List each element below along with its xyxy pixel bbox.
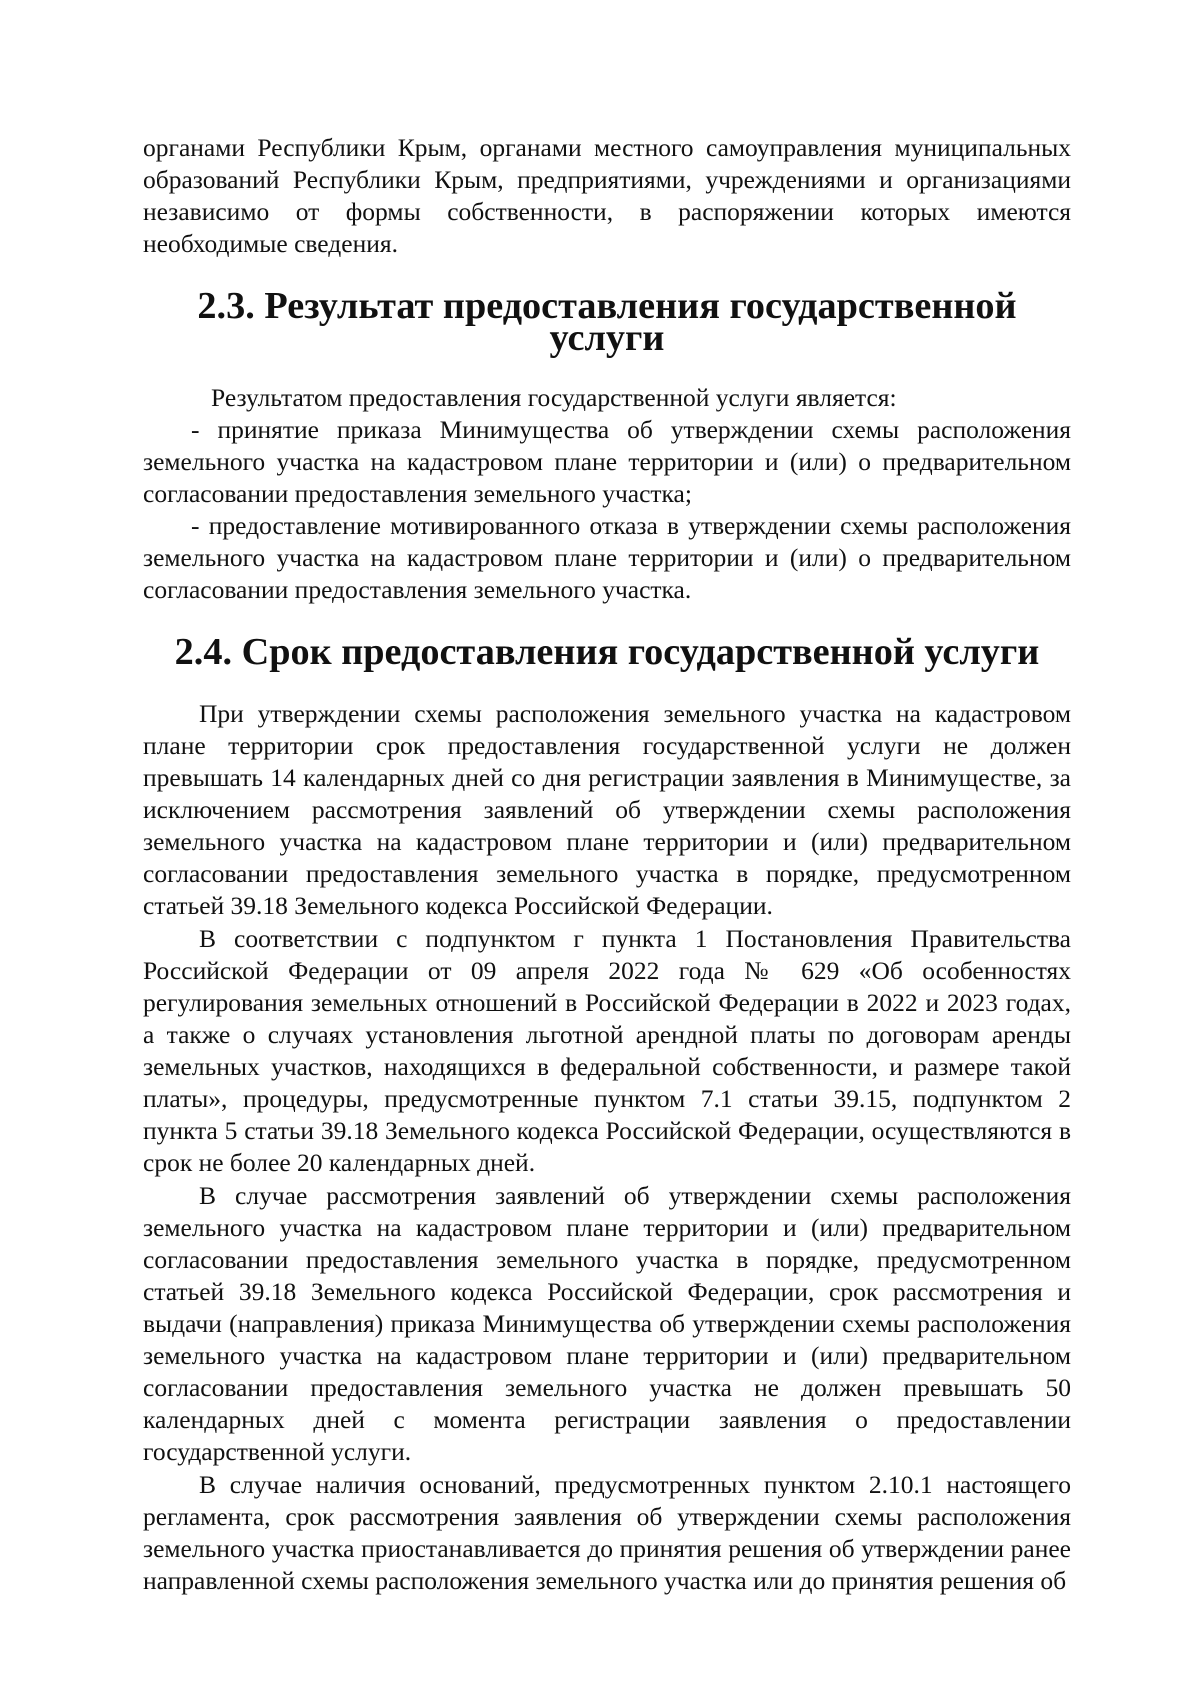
section-2-4-paragraph-suspension: В случае наличия оснований, предусмотренных пунктом 2.10.1 настоящего регламента, срок рассмотрения заявления об утверждении схемы расположения земельного участка приостанавливается до принятия решения об утверждении ранее направленной схемы расположения земельного участка или до принятия решения об xyxy=(143,1470,1071,1595)
section-2-3-item-refusal: - предоставление мотивированного отказа в утверждении схемы расположения земельного участка на кадастровом плане территории и (или) о предварительном согласовании предоставления земельного участка. xyxy=(143,511,1071,604)
section-2-3-heading: 2.3. Результат предоставления государственной услуги xyxy=(197,285,1017,359)
section-2-4-paragraph-term: При утверждении схемы расположения земельного участка на кадастровом плане территории срок предоставления государственной услуги не должен превышать 14 календарных дней со дня регистрации заявления в Минимуществе, за исключением рассмотрения заявлений об утверждении схемы расположения земельного участка на кадастровом плане территории и (или) предварительном согласовании предоставления земельного участка в порядке, предусмотренном статьей 39.18 Земельного кодекса Российской Федерации. xyxy=(143,699,1071,920)
section-2-3-item-approval: - принятие приказа Минимущества об утверждении схемы расположения земельного участка на кадастровом плане территории и (или) о предварительном согласовании предоставления земельного участка; xyxy=(143,415,1071,508)
section-2-4-paragraph-article-3918: В случае рассмотрения заявлений об утверждении схемы расположения земельного участка на кадастровом плане территории и (или) предварительном согласовании предоставления земельного участка в порядке, предусмотренном статьей 39.18 Земельного кодекса Российской Федерации, срок рассмотрения и выдачи (направления) приказа Минимущества об утверждении схемы расположения земельного участка на кадастровом плане территории и (или) предварительном согласовании предоставления земельного участка не должен превышать 50 календарных дней с момента регистрации заявления о предоставлении государственной услуги. xyxy=(143,1181,1071,1466)
section-2-4-paragraph-decree: В соответствии с подпунктом г пункта 1 Постановления Правительства Российской Федерации от 09 апреля 2022 года № 629 «Об особенностях регулирования земельных отношений в Российской Федерации в 2022 и 2023 годах, а также о случаях установления льготной арендной платы по договорам аренды земельных участков, находящихся в федеральной собственности, и размере такой платы», процедуры, предусмотренные пунктом 7.1 статьи 39.15, подпунктом 2 пункта 5 статьи 39.18 Земельного кодекса Российской Федерации, осуществляются в срок не более 20 календарных дней. xyxy=(143,924,1071,1177)
section-2-3-intro: Результатом предоставления государственной услуги является: xyxy=(211,383,897,412)
section-2-4-heading: 2.4. Срок предоставления государственной услуги xyxy=(174,631,1040,673)
document-page xyxy=(143,132,1071,1597)
paragraph-continuation: органами Республики Крым, органами местного самоуправления муниципальных образований Республики Крым, предприятиями, учреждениями и организациями независимо от формы собственности, в распоряжении которых имеются необходимые сведения. xyxy=(143,133,1071,258)
